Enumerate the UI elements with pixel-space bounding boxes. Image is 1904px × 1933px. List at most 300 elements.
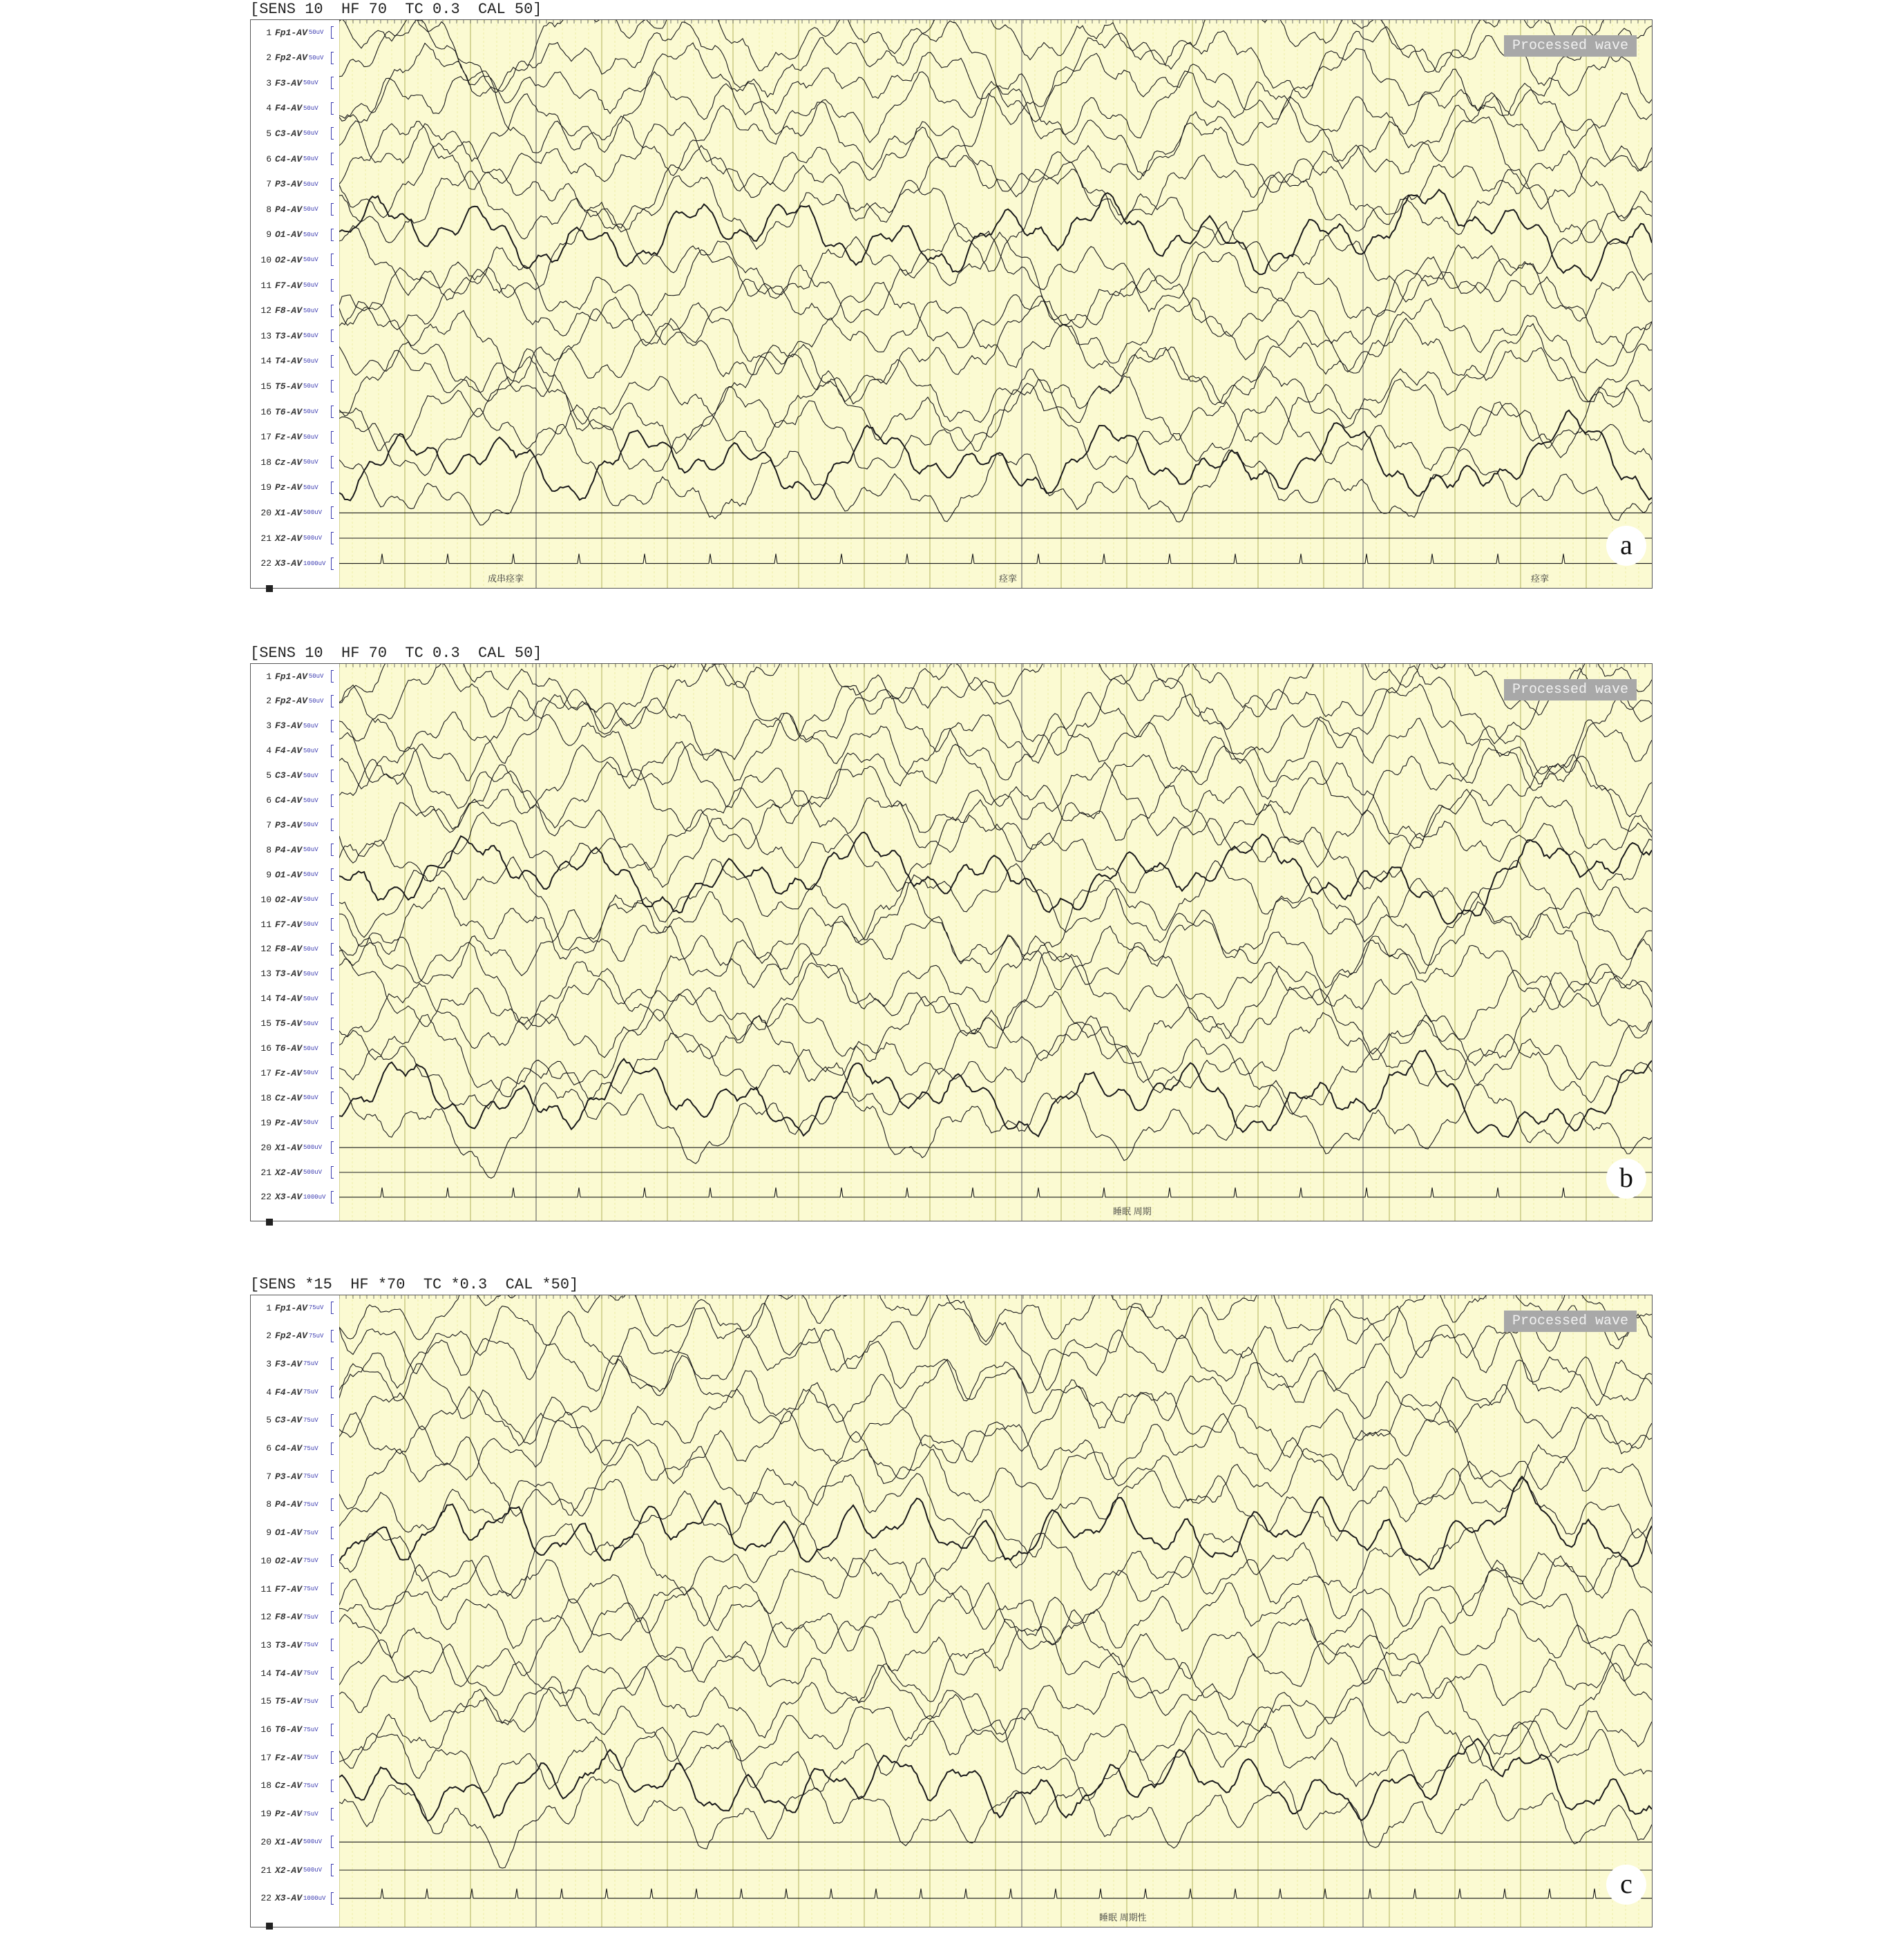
channel-name: Fp1-AV (275, 27, 307, 38)
channel-name: X1-AV (275, 507, 303, 518)
calibration-bracket-icon (331, 178, 334, 191)
channel-label (251, 744, 339, 758)
eeg-panel-b (250, 644, 1653, 1221)
channel-gain: 50uV (303, 383, 318, 390)
channel-gain: 50uV (303, 995, 318, 1002)
channel-name: C4-AV (275, 1443, 303, 1454)
channel-number: 12 (260, 305, 272, 316)
calibration-bracket-icon (331, 720, 334, 732)
processed-wave-badge: Processed wave (1504, 35, 1637, 57)
channel-name: Fp2-AV (275, 53, 307, 64)
channel-gain: 50uV (303, 180, 318, 188)
calibration-bracket-icon (331, 844, 334, 856)
calibration-bracket-icon (331, 1892, 334, 1905)
channel-gain: 50uV (303, 79, 318, 87)
channel-label (251, 1017, 339, 1031)
channel-number: 5 (266, 1415, 272, 1426)
channel-label (251, 694, 339, 708)
calibration-bracket-icon (331, 1583, 334, 1595)
calibration-bracket-icon (331, 1191, 334, 1203)
channel-name: O1-AV (275, 1527, 303, 1539)
calibration-bracket-icon (331, 1639, 334, 1651)
calibration-bracket-icon (331, 943, 334, 955)
channel-number: 19 (260, 1809, 272, 1820)
calibration-bracket-icon (331, 153, 334, 165)
channel-name: Fp1-AV (275, 1302, 307, 1313)
channel-name: P3-AV (275, 1471, 303, 1482)
channel-label (251, 1835, 339, 1849)
eeg-panel-a (250, 0, 1653, 589)
channel-label (251, 1638, 339, 1652)
channel-gain: 75uV (303, 1416, 318, 1424)
channel-name: X1-AV (275, 1142, 303, 1153)
channel-number: 2 (266, 1331, 272, 1342)
channel-number: 17 (260, 1067, 272, 1078)
channel-label (251, 278, 339, 292)
channel-number: 18 (260, 457, 272, 468)
channel-name: F7-AV (275, 280, 303, 291)
calibration-bracket-icon (331, 127, 334, 140)
channel-label (251, 1554, 339, 1568)
channel-name: O2-AV (275, 254, 303, 265)
calibration-bracket-icon (331, 355, 334, 368)
channel-name: F8-AV (275, 944, 303, 955)
channel-number: 17 (260, 432, 272, 443)
channel-gain: 50uV (303, 896, 318, 904)
channel-gain: 75uV (303, 1810, 318, 1818)
channel-gain: 50uV (303, 484, 318, 491)
recording-settings-header: [SENS 10 HF 70 TC 0.3 CAL 50] (250, 645, 542, 662)
channel-name: T6-AV (275, 406, 303, 417)
channel-number: 22 (260, 1192, 272, 1203)
channel-gain: 75uV (303, 1670, 318, 1677)
channel-number: 3 (266, 721, 272, 732)
channel-gain: 500uV (303, 509, 323, 517)
channel-label (251, 1695, 339, 1708)
calibration-bracket-icon (331, 380, 334, 392)
calibration-bracket-icon (331, 1092, 334, 1104)
channel-number: 17 (260, 1752, 272, 1763)
channel-gain: 50uV (303, 722, 318, 730)
event-annotation: 痉挛 (1531, 573, 1550, 584)
channel-label (251, 126, 339, 140)
channel-gain: 50uV (303, 1119, 318, 1127)
calibration-bracket-icon (331, 229, 334, 241)
channel-gain: 75uV (303, 1360, 318, 1368)
event-annotation: 痉挛 (999, 573, 1018, 584)
channel-label-column (251, 664, 341, 1221)
channel-name: T3-AV (275, 1639, 303, 1650)
channel-number: 10 (260, 1555, 272, 1566)
recording-settings-header: [SENS 10 HF 70 TC 0.3 CAL 50] (250, 1, 542, 18)
channel-label (251, 481, 339, 495)
calibration-bracket-icon (331, 670, 334, 683)
channel-name: P4-AV (275, 1499, 303, 1510)
channel-number: 4 (266, 745, 272, 756)
channel-number: 14 (260, 356, 272, 367)
calibration-bracket-icon (331, 1836, 334, 1848)
calibration-bracket-icon (331, 1808, 334, 1820)
channel-gain: 75uV (303, 1473, 318, 1480)
channel-name: F4-AV (275, 103, 303, 114)
calibration-bracket-icon (331, 1018, 334, 1030)
channel-label (251, 354, 339, 368)
channel-number: 3 (266, 1358, 272, 1369)
channel-gain: 50uV (308, 673, 324, 680)
channel-name: Fz-AV (275, 1067, 303, 1078)
channel-number: 14 (260, 1668, 272, 1679)
channel-label (251, 893, 339, 906)
channel-name: C4-AV (275, 795, 303, 806)
channel-label (251, 1582, 339, 1596)
eeg-waveform-area (339, 20, 1652, 588)
calibration-bracket-icon (331, 254, 334, 266)
channel-number: 5 (266, 770, 272, 781)
channel-gain: 75uV (308, 1304, 324, 1311)
calibration-bracket-icon (331, 1751, 334, 1764)
calibration-bracket-icon (331, 770, 334, 782)
channel-label-column (251, 1295, 341, 1927)
calibration-bracket-icon (331, 1067, 334, 1079)
channel-label (251, 843, 339, 857)
calibration-bracket-icon (331, 1442, 334, 1455)
channel-gain: 75uV (303, 1586, 318, 1592)
channel-number: 18 (260, 1092, 272, 1103)
channel-name: X2-AV (275, 1167, 303, 1178)
channel-number: 15 (260, 1018, 272, 1029)
channel-name: Cz-AV (275, 1780, 303, 1791)
channel-gain: 1000uV (303, 560, 326, 567)
channel-label (251, 992, 339, 1006)
calibration-bracket-icon (331, 532, 334, 544)
channel-number: 12 (260, 944, 272, 955)
channel-name: T5-AV (275, 381, 303, 392)
channel-gain: 50uV (303, 945, 318, 953)
channel-name: T3-AV (275, 330, 303, 341)
channel-number: 18 (260, 1780, 272, 1791)
channel-label (251, 1357, 339, 1371)
channel-name: X2-AV (275, 1865, 303, 1876)
channel-number: 11 (260, 1583, 272, 1594)
channel-name: T6-AV (275, 1724, 303, 1735)
channel-gain: 50uV (303, 797, 318, 804)
channel-gain: 50uV (303, 821, 318, 829)
channel-gain: 500uV (303, 1838, 323, 1846)
channel-label (251, 253, 339, 267)
channel-number: 21 (260, 533, 272, 544)
calibration-bracket-icon (331, 1330, 334, 1342)
panel-letter: c (1606, 1865, 1646, 1905)
channel-label (251, 1385, 339, 1399)
event-marker-icon (266, 1219, 273, 1226)
channel-label (251, 1498, 339, 1512)
channel-gain: 75uV (303, 1754, 318, 1762)
channel-gain: 75uV (303, 1726, 318, 1733)
channel-gain: 50uV (303, 459, 318, 466)
channel-gain: 1000uV (303, 1894, 326, 1902)
channel-gain: 50uV (303, 1094, 318, 1102)
channel-gain: 50uV (303, 282, 318, 289)
channel-label (251, 942, 339, 956)
event-marker-icon (266, 1923, 273, 1930)
channel-number: 19 (260, 1117, 272, 1128)
channel-number: 16 (260, 406, 272, 417)
channel-number: 4 (266, 103, 272, 114)
channel-gain: 50uV (303, 231, 318, 238)
calibration-bracket-icon (331, 305, 334, 317)
calibration-bracket-icon (331, 794, 334, 807)
channel-name: Fz-AV (275, 1752, 303, 1763)
channel-name: C3-AV (275, 1415, 303, 1426)
channel-label (251, 26, 339, 39)
channel-name: Pz-AV (275, 1809, 303, 1820)
channel-gain: 75uV (303, 1557, 318, 1565)
channel-number: 2 (266, 696, 272, 707)
channel-label (251, 1610, 339, 1624)
eeg-trace-frame (250, 19, 1653, 589)
channel-label (251, 769, 339, 783)
calibration-bracket-icon (331, 279, 334, 292)
channel-number: 7 (266, 179, 272, 190)
calibration-bracket-icon (331, 1498, 334, 1511)
channel-gain: 500uV (303, 535, 323, 542)
channel-gain: 50uV (303, 921, 318, 928)
channel-gain: 50uV (303, 1045, 318, 1052)
channel-label (251, 329, 339, 343)
channel-label (251, 794, 339, 808)
channel-number: 8 (266, 1499, 272, 1510)
channel-number: 12 (260, 1612, 272, 1623)
channel-label (251, 405, 339, 419)
channel-number: 11 (260, 919, 272, 930)
channel-name: T5-AV (275, 1696, 303, 1707)
calibration-bracket-icon (331, 695, 334, 707)
channel-name: C3-AV (275, 128, 303, 139)
channel-label (251, 1329, 339, 1343)
calibration-bracket-icon (331, 968, 334, 980)
channel-label (251, 430, 339, 444)
channel-label (251, 531, 339, 545)
channel-number: 20 (260, 507, 272, 518)
channel-gain: 50uV (303, 747, 318, 754)
channel-gain: 75uV (308, 1332, 324, 1340)
calibration-bracket-icon (331, 482, 334, 494)
eeg-waveform-area (339, 664, 1652, 1221)
channel-label (251, 669, 339, 683)
channel-name: Pz-AV (275, 1117, 303, 1128)
channel-label (251, 1141, 339, 1154)
channel-label (251, 1666, 339, 1680)
channel-name: Cz-AV (275, 457, 303, 468)
channel-number: 1 (266, 27, 272, 38)
calibration-bracket-icon (331, 1358, 334, 1370)
channel-name: F8-AV (275, 1612, 303, 1623)
channel-gain: 75uV (303, 1529, 318, 1536)
calibration-bracket-icon (331, 993, 334, 1005)
channel-name: F3-AV (275, 1358, 303, 1369)
calibration-bracket-icon (331, 893, 334, 906)
channel-number: 21 (260, 1865, 272, 1876)
channel-gain: 50uV (303, 871, 318, 879)
calibration-bracket-icon (331, 1611, 334, 1623)
channel-name: T4-AV (275, 356, 303, 367)
calibration-bracket-icon (331, 102, 334, 115)
channel-label (251, 506, 339, 520)
calibration-bracket-icon (331, 1302, 334, 1314)
calibration-bracket-icon (331, 52, 334, 64)
channel-number: 8 (266, 204, 272, 215)
recording-settings-header: [SENS *15 HF *70 TC *0.3 CAL *50] (250, 1276, 579, 1293)
channel-number: 4 (266, 1387, 272, 1398)
channel-name: Fp2-AV (275, 1331, 307, 1342)
channel-gain: 500uV (303, 1144, 323, 1152)
calibration-bracket-icon (331, 1116, 334, 1129)
channel-number: 1 (266, 1302, 272, 1313)
channel-label (251, 1751, 339, 1764)
channel-name: C4-AV (275, 153, 303, 164)
channel-number: 10 (260, 254, 272, 265)
channel-label (251, 1469, 339, 1483)
channel-name: F7-AV (275, 919, 303, 930)
channel-gain: 50uV (303, 970, 318, 978)
channel-label (251, 102, 339, 115)
channel-gain: 50uV (303, 307, 318, 314)
channel-gain: 50uV (303, 357, 318, 365)
channel-number: 19 (260, 482, 272, 493)
channel-label (251, 455, 339, 469)
channel-gain: 50uV (303, 846, 318, 854)
channel-label (251, 1892, 339, 1905)
channel-label (251, 1116, 339, 1130)
channel-gain: 50uV (303, 104, 318, 112)
channel-number: 3 (266, 77, 272, 88)
calibration-bracket-icon (331, 819, 334, 831)
channel-name: P3-AV (275, 179, 303, 190)
calibration-bracket-icon (331, 918, 334, 931)
channel-gain: 50uV (308, 54, 324, 61)
channel-label (251, 1863, 339, 1877)
channel-number: 10 (260, 894, 272, 905)
channel-label (251, 379, 339, 393)
calibration-bracket-icon (331, 1780, 334, 1792)
channel-name: O2-AV (275, 894, 303, 905)
calibration-bracket-icon (331, 1414, 334, 1427)
calibration-bracket-icon (331, 26, 334, 39)
calibration-bracket-icon (331, 1042, 334, 1055)
channel-label (251, 1413, 339, 1427)
channel-gain: 50uV (303, 1020, 318, 1027)
channel-name: O1-AV (275, 869, 303, 880)
channel-number: 9 (266, 869, 272, 880)
event-annotation: 成串痉挛 (488, 573, 524, 584)
panel-letter: a (1606, 526, 1646, 566)
channel-label (251, 967, 339, 981)
channel-label (251, 202, 339, 216)
channel-gain: 50uV (303, 206, 318, 213)
eeg-trace-frame (250, 663, 1653, 1221)
calibration-bracket-icon (331, 1554, 334, 1567)
calibration-bracket-icon (331, 745, 334, 757)
channel-name: X1-AV (275, 1836, 303, 1847)
calibration-bracket-icon (331, 1527, 334, 1539)
channel-label (251, 1190, 339, 1204)
calibration-bracket-icon (331, 1864, 334, 1876)
channel-label (251, 1526, 339, 1540)
processed-wave-badge: Processed wave (1504, 1311, 1637, 1332)
calibration-bracket-icon (331, 1695, 334, 1708)
channel-gain: 50uV (303, 408, 318, 415)
channel-label (251, 868, 339, 882)
panel-letter: b (1606, 1159, 1646, 1199)
channel-name: Pz-AV (275, 482, 303, 493)
channel-label (251, 1091, 339, 1105)
calibration-bracket-icon (331, 330, 334, 342)
channel-name: C3-AV (275, 770, 303, 781)
channel-label (251, 917, 339, 931)
calibration-bracket-icon (331, 77, 334, 89)
channel-number: 14 (260, 993, 272, 1004)
calibration-bracket-icon (331, 1724, 334, 1736)
channel-label (251, 1723, 339, 1737)
channel-gain: 50uV (303, 130, 318, 137)
channel-number: 16 (260, 1043, 272, 1054)
channel-number: 13 (260, 1639, 272, 1650)
channel-number: 7 (266, 1471, 272, 1482)
channel-name: X2-AV (275, 533, 303, 544)
channel-label (251, 51, 339, 65)
calibration-bracket-icon (331, 406, 334, 418)
channel-name: F3-AV (275, 721, 303, 732)
channel-gain: 50uV (303, 332, 318, 340)
channel-gain: 50uV (303, 256, 318, 264)
channel-number: 7 (266, 819, 272, 830)
channel-label (251, 1301, 339, 1315)
channel-label (251, 557, 339, 571)
channel-name: O1-AV (275, 229, 303, 240)
channel-label (251, 228, 339, 242)
channel-name: T6-AV (275, 1043, 303, 1054)
channel-name: X3-AV (275, 1893, 303, 1904)
channel-name: Cz-AV (275, 1092, 303, 1103)
channel-number: 6 (266, 1443, 272, 1454)
channel-gain: 75uV (303, 1501, 318, 1508)
channel-label (251, 1442, 339, 1456)
channel-name: T4-AV (275, 1668, 303, 1679)
channel-gain: 75uV (303, 1389, 318, 1396)
channel-label (251, 1042, 339, 1056)
channel-name: P4-AV (275, 204, 303, 215)
event-marker-icon (266, 585, 273, 592)
channel-number: 13 (260, 969, 272, 980)
channel-gain: 50uV (308, 697, 324, 705)
channel-gain: 75uV (303, 1445, 318, 1452)
channel-gain: 500uV (303, 1867, 323, 1874)
channel-name: T4-AV (275, 993, 303, 1004)
calibration-bracket-icon (331, 506, 334, 519)
channel-number: 8 (266, 844, 272, 855)
eeg-trace-frame (250, 1295, 1653, 1927)
channel-number: 6 (266, 795, 272, 806)
calibration-bracket-icon (331, 203, 334, 216)
channel-name: X3-AV (275, 1192, 303, 1203)
calibration-bracket-icon (331, 456, 334, 468)
calibration-bracket-icon (331, 1166, 334, 1179)
channel-number: 9 (266, 229, 272, 240)
calibration-bracket-icon (331, 431, 334, 444)
channel-gain: 50uV (303, 1069, 318, 1077)
channel-name: F4-AV (275, 1387, 303, 1398)
channel-name: Fp2-AV (275, 696, 307, 707)
